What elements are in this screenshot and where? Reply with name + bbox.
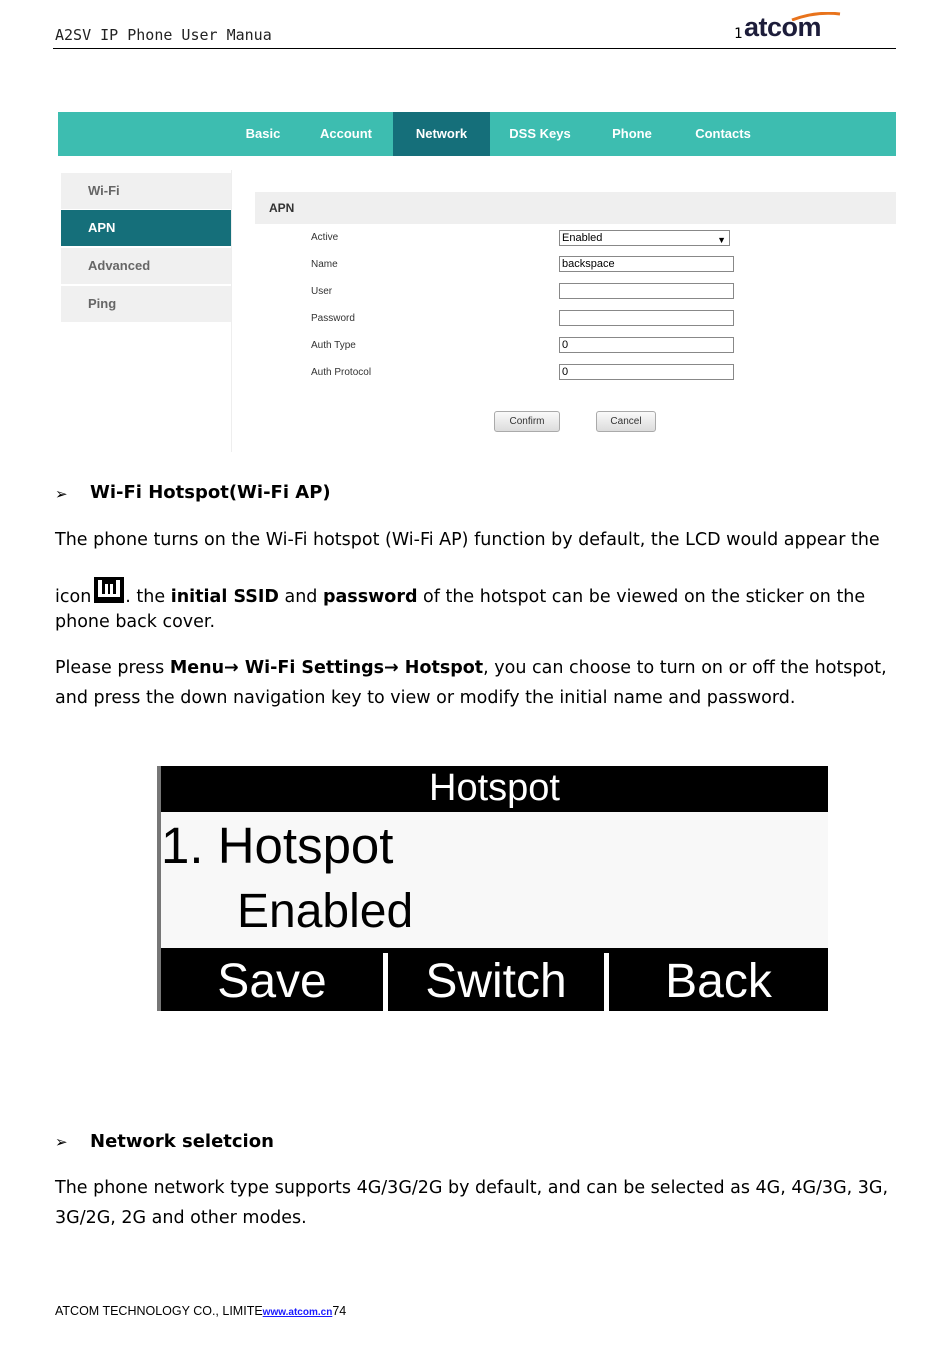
tab-basic[interactable]: Basic <box>245 126 281 141</box>
arrow-right-icon: → <box>224 658 245 678</box>
text-span: . the <box>125 587 171 607</box>
paragraph-line <box>55 576 865 607</box>
active-label: Active <box>311 232 339 243</box>
logo-swoosh-icon <box>790 12 842 21</box>
auth-protocol-input[interactable]: 0 <box>559 364 734 380</box>
footer <box>55 1304 346 1318</box>
footer-link[interactable]: www.atcom.cn <box>262 1307 333 1318</box>
arrow-right-icon: → <box>384 658 405 678</box>
password-label: Password <box>311 313 355 324</box>
auth-type-input[interactable]: 0 <box>559 337 734 353</box>
text-bold: password <box>322 587 418 607</box>
sidebar <box>61 170 232 452</box>
paragraph-line: and press the down navigation key to view or modify the initial name and password. <box>55 688 796 708</box>
atcom-logo: atcom <box>744 12 822 42</box>
name-label: Name <box>311 259 338 270</box>
footer-company: ATCOM TECHNOLOGY CO., LIMITE <box>55 1304 263 1318</box>
text-span: Please press <box>55 658 170 678</box>
text-span: , you can choose to turn on or off the hotspot, <box>483 658 887 678</box>
lcd-body <box>161 812 828 948</box>
active-select-value: Enabled <box>562 232 603 244</box>
text-bold: initial SSID <box>170 587 279 607</box>
header-rule <box>53 48 896 49</box>
paragraph-line: 3G/2G, 2G and other modes. <box>55 1208 307 1228</box>
nav-bar <box>58 112 896 156</box>
auth-type-label: Auth Type <box>311 340 356 351</box>
tab-account[interactable]: Account <box>320 126 372 141</box>
active-select[interactable] <box>559 230 730 246</box>
password-input[interactable] <box>559 310 734 326</box>
sidebar-item-apn[interactable]: APN <box>61 210 231 246</box>
header-title: A2SV IP Phone User Manua <box>55 26 272 44</box>
text-span: and <box>278 587 323 607</box>
tab-contacts[interactable]: Contacts <box>695 126 751 141</box>
footer-page-number: 74 <box>332 1304 347 1318</box>
user-label: User <box>311 286 333 297</box>
softkey-switch[interactable]: Switch <box>388 953 604 1011</box>
text-bold: Hotspot <box>404 658 484 678</box>
sidebar-item-wifi[interactable]: Wi-Fi <box>61 173 231 209</box>
header-page-marker: 1 <box>734 26 743 42</box>
softkey-back[interactable]: Back <box>609 953 828 1011</box>
bullet-arrow-icon: ➢ <box>55 1133 68 1151</box>
confirm-button[interactable]: Confirm <box>494 411 560 432</box>
auth-protocol-label: Auth Protocol <box>311 367 372 378</box>
cancel-button[interactable]: Cancel <box>596 411 656 432</box>
tab-phone[interactable]: Phone <box>612 126 652 141</box>
paragraph-line: phone back cover. <box>55 612 216 632</box>
lcd-menu-item: 1. Hotspot <box>161 817 394 874</box>
paragraph-line: The phone network type supports 4G/3G/2G by default, and can be selected as 4G, 4G/3G, 3G, <box>55 1178 889 1198</box>
web-ui-screenshot <box>58 112 896 452</box>
chevron-down-icon: ▼ <box>717 235 726 245</box>
text-bold: Menu <box>169 658 225 678</box>
softkey-save[interactable]: Save <box>161 953 383 1011</box>
section-heading-hotspot: Wi-Fi Hotspot(Wi-Fi AP) <box>90 482 331 503</box>
lcd-title: Hotspot <box>429 767 560 809</box>
sidebar-item-ping[interactable]: Ping <box>61 286 231 322</box>
paragraph-line: The phone turns on the Wi-Fi hotspot (Wi-Fi AP) function by default, the LCD would appear the <box>55 530 880 550</box>
name-input[interactable]: backspace <box>559 256 734 272</box>
text-span: of the hotspot can be viewed on the sticker on the <box>417 587 866 607</box>
section-heading-network: Network seletcion <box>90 1131 274 1152</box>
bullet-arrow-icon: ➢ <box>55 485 68 503</box>
hotspot-icon <box>93 576 125 604</box>
text-bold: Wi-Fi Settings <box>244 658 385 678</box>
apn-section-title: APN <box>255 192 896 224</box>
tab-dss-keys[interactable]: DSS Keys <box>509 126 571 141</box>
lcd-screen <box>157 766 828 1011</box>
lcd-menu-value: Enabled <box>237 885 414 938</box>
tab-network[interactable]: Network <box>393 112 490 156</box>
sidebar-item-advanced[interactable]: Advanced <box>61 248 231 284</box>
user-input[interactable] <box>559 283 734 299</box>
paragraph-line <box>55 658 887 678</box>
text-span: icon <box>55 587 92 607</box>
